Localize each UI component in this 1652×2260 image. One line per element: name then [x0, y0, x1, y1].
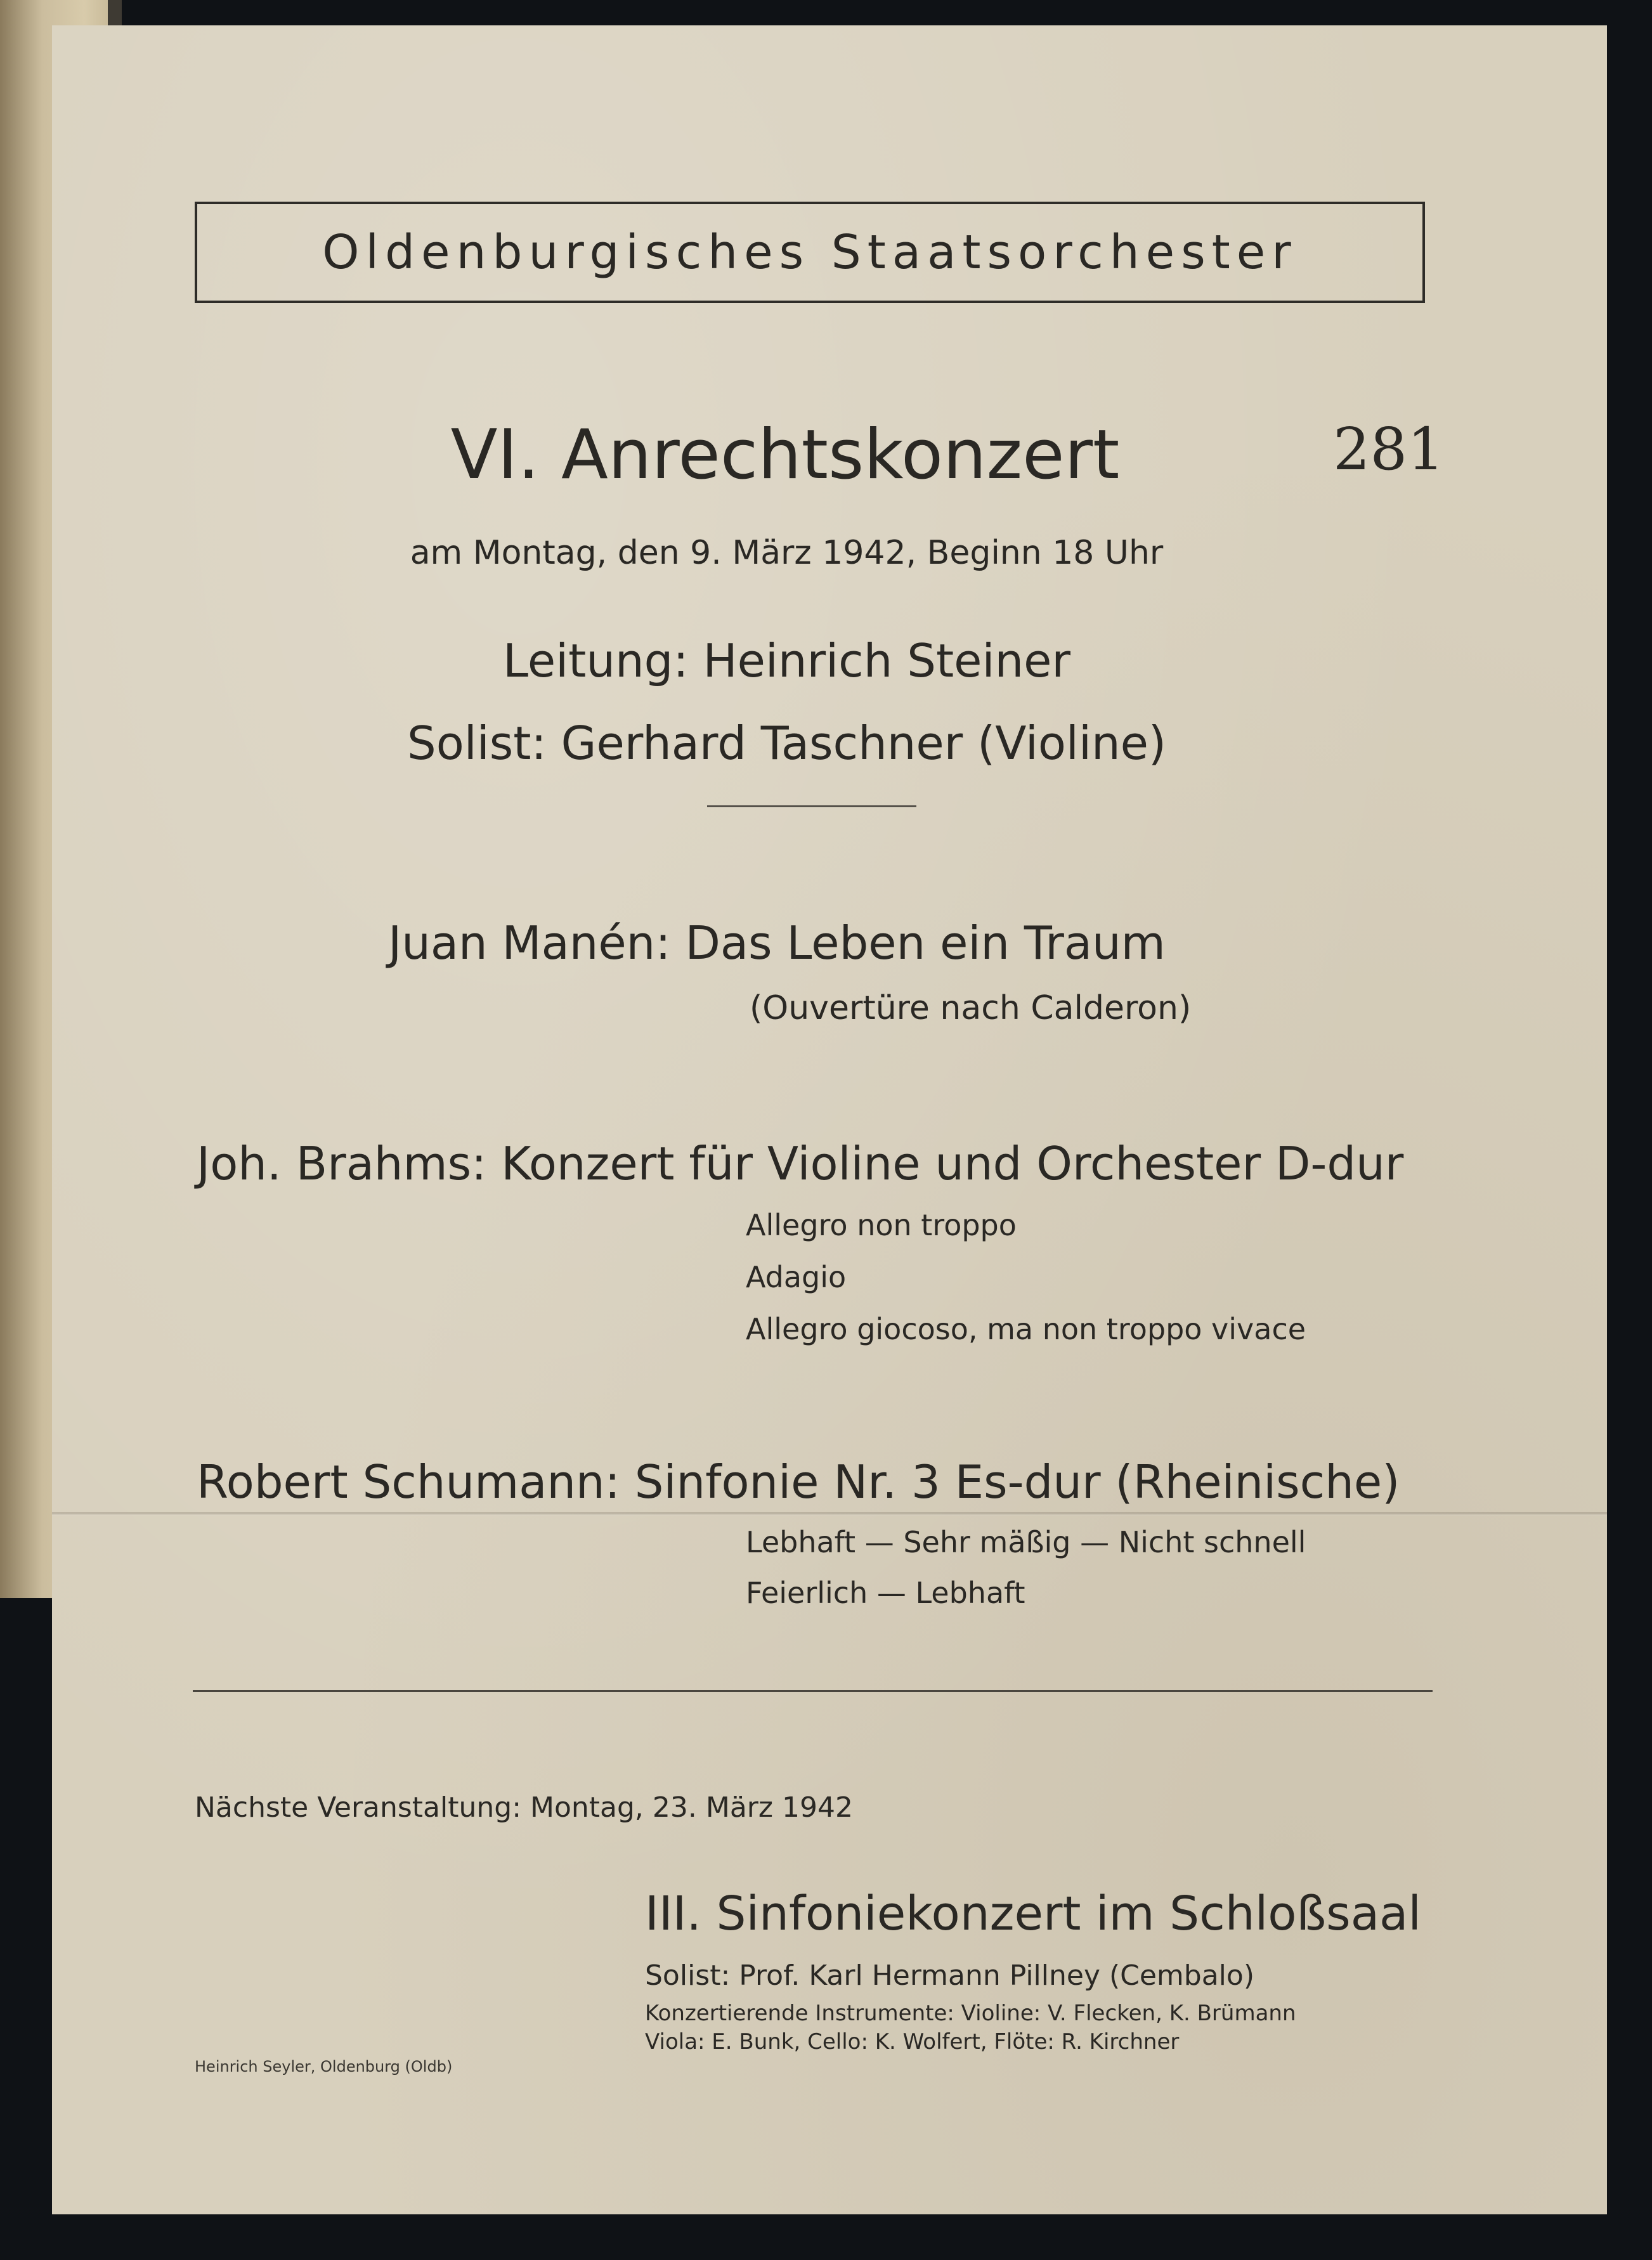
printer-imprint: Heinrich Seyler, Oldenburg (Oldb) — [195, 2058, 453, 2075]
movement: Allegro non troppo — [746, 1208, 1017, 1242]
program-sheet — [52, 25, 1607, 2214]
header-box — [195, 202, 1425, 303]
program-item-manen-subtitle: (Ouvertüre nach Calderon) — [750, 989, 1192, 1027]
next-event-soloist: Solist: Prof. Karl Hermann Pillney (Cembalo) — [645, 1959, 1254, 1992]
next-event-instruments: Konzertierende Instrumente: Violine: V. Flecken, K. Brümann — [645, 2001, 1296, 2026]
divider-short — [707, 805, 916, 807]
next-event-instruments: Viola: E. Bunk, Cello: K. Wolfert, Flöte: R. Kirchner — [645, 2029, 1180, 2055]
movement: Lebhaft — Sehr mäßig — Nicht schnell — [746, 1525, 1306, 1559]
next-event-title: III. Sinfoniekonzert im Schloßsaal — [645, 1887, 1421, 1941]
paper-fold — [52, 1512, 1607, 1516]
page-number: 281 — [1333, 415, 1445, 483]
concert-date: am Montag, den 9. März 1942, Beginn 18 Uhr — [410, 534, 1164, 572]
conductor: Leitung: Heinrich Steiner — [502, 634, 1071, 687]
divider-long — [193, 1690, 1433, 1692]
movement: Feierlich — Lebhaft — [746, 1576, 1025, 1610]
program-item-brahms: Joh. Brahms: Konzert für Violine und Orchester D-dur — [197, 1137, 1404, 1190]
concert-title: VI. Anrechtskonzert — [450, 415, 1120, 495]
soloist: Solist: Gerhard Taschner (Violine) — [407, 717, 1166, 770]
next-event-label: Nächste Veranstaltung: Montag, 23. März 1942 — [195, 1791, 853, 1824]
program-item-schumann: Robert Schumann: Sinfonie Nr. 3 Es-dur (Rheinische) — [197, 1455, 1400, 1509]
movement: Adagio — [746, 1260, 847, 1294]
orchestra-name: Oldenburgisches Staatsorchester — [322, 225, 1298, 280]
movement: Allegro giocoso, ma non troppo vivace — [746, 1312, 1306, 1346]
program-item-manen: Juan Manén: Das Leben ein Traum — [388, 916, 1166, 970]
